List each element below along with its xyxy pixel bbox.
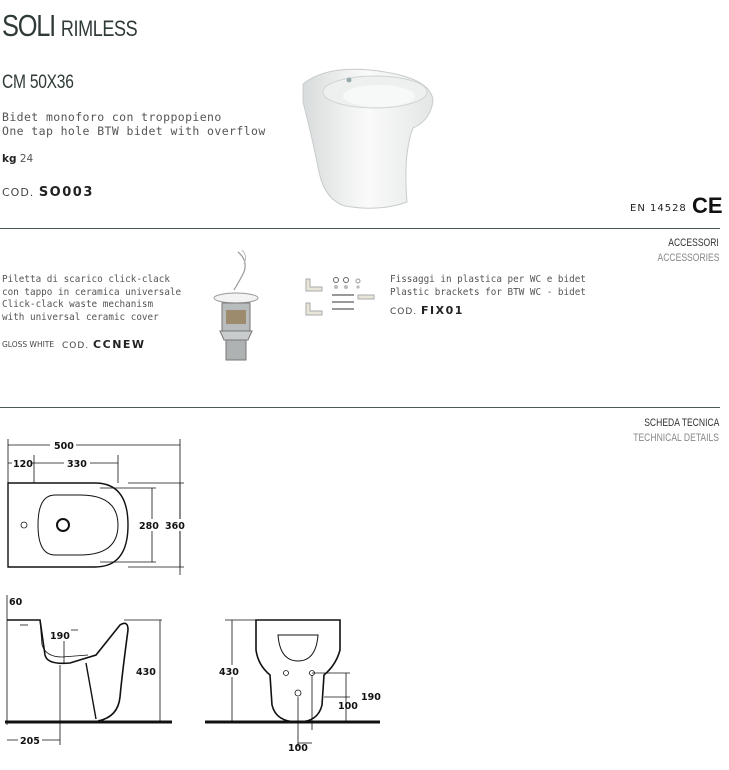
title-sub: RIMLESS xyxy=(60,16,138,41)
waste-desc-2: con tappo in ceramica universale xyxy=(2,287,182,298)
norm-label: EN 14528 xyxy=(630,203,687,214)
dim-top-width-outer: 360 xyxy=(165,521,185,532)
product-size: CM 50X36 xyxy=(2,72,74,93)
brackets-code-label: COD. xyxy=(390,307,418,317)
product-code xyxy=(2,185,94,200)
weight-value: 24 xyxy=(19,153,34,165)
brackets-desc-1: Fissaggi in plastica per WC e bidet xyxy=(390,274,586,285)
bidet-photo xyxy=(295,62,437,212)
dim-front-100-horizontal: 100 xyxy=(288,743,308,754)
waste-desc-3: Click-clack waste mechanism xyxy=(2,299,154,310)
technical-heading-en: TECHNICAL DETAILS xyxy=(633,432,719,444)
plastic-brackets-photo xyxy=(302,275,380,319)
waste-desc-1: Piletta di scarico click-clack xyxy=(2,274,170,285)
description-english: One tap hole BTW bidet with overflow xyxy=(2,124,266,138)
dim-side-height: 430 xyxy=(136,667,156,678)
section-divider-2 xyxy=(0,407,720,408)
brackets-code xyxy=(390,304,464,317)
dim-top-front: 120 xyxy=(13,459,33,470)
product-title xyxy=(2,8,137,44)
technical-heading: SCHEDA TECNICA xyxy=(643,417,719,429)
brackets-desc-2: Plastic brackets for BTW WC - bidet xyxy=(390,287,586,298)
ce-mark-icon: CE xyxy=(692,193,723,218)
dim-top-hole: 330 xyxy=(67,459,87,470)
waste-code xyxy=(62,338,146,351)
dim-front-100-vertical: 100 xyxy=(338,701,358,712)
click-clack-waste-photo xyxy=(208,248,264,363)
weight-label: kg xyxy=(2,153,17,165)
waste-finish: GLOSS WHITE xyxy=(2,340,55,349)
technical-drawings xyxy=(0,435,400,765)
dim-top-width-inner: 280 xyxy=(139,521,159,532)
title-main: SOLI xyxy=(2,8,56,43)
waste-desc-4: with universal ceramic cover xyxy=(2,312,159,323)
accessories-heading: ACCESSORI xyxy=(668,237,719,249)
brackets-code-value: FIX01 xyxy=(421,304,464,317)
waste-code-value: CCNEW xyxy=(93,338,146,351)
dim-side-back: 205 xyxy=(20,736,40,747)
dim-front-190: 190 xyxy=(361,692,381,703)
accessories-heading-en: ACCESSORIES xyxy=(657,252,719,264)
code-value: SO003 xyxy=(38,185,94,200)
dim-front-height: 430 xyxy=(219,667,239,678)
dim-side-rim: 60 xyxy=(9,597,23,608)
waste-code-label: COD. xyxy=(62,341,90,351)
dim-top-total: 500 xyxy=(54,441,74,452)
code-label: COD. xyxy=(2,186,35,199)
dim-side-drop: 190 xyxy=(50,631,70,642)
description-italian: Bidet monoforo con troppopieno xyxy=(2,110,222,124)
weight xyxy=(2,153,33,165)
section-divider xyxy=(0,228,720,229)
